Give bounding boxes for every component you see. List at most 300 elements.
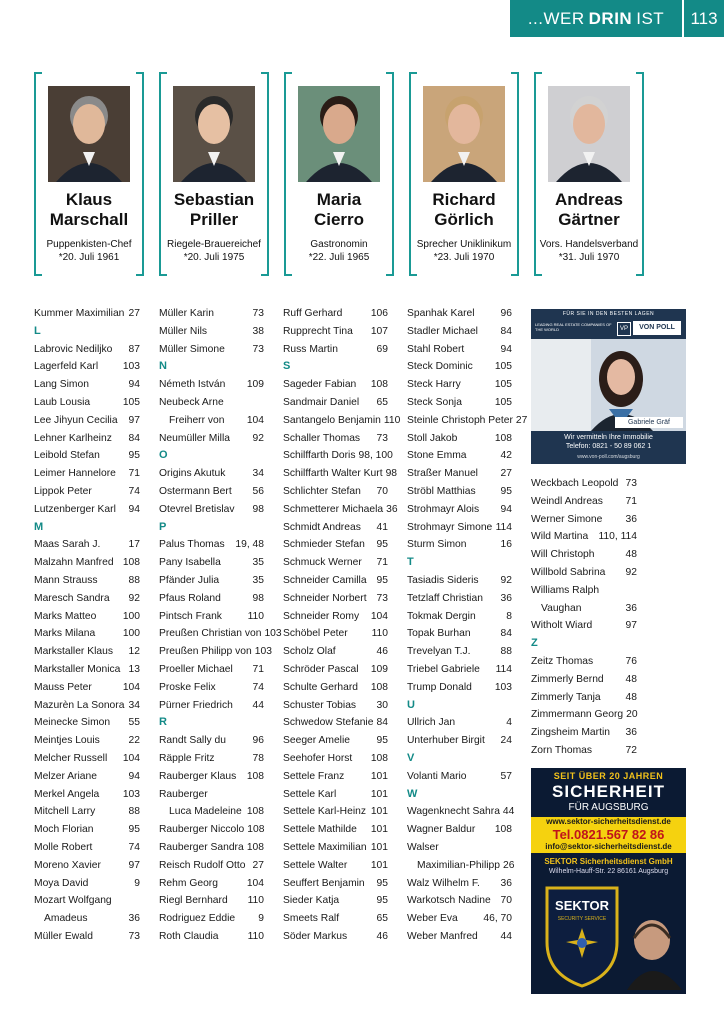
index-entry xyxy=(407,590,512,608)
entry-page xyxy=(261,394,264,412)
index-entry xyxy=(159,661,264,679)
index-entry xyxy=(159,483,264,501)
entry-name: Walz Wilhelm F. xyxy=(407,877,480,889)
sektor-company: SEKTOR Sicherheitsdienst GmbH xyxy=(544,857,673,866)
entry-page: 36 xyxy=(625,602,637,614)
index-entry xyxy=(407,857,515,875)
entry-name: Schaller Thomas xyxy=(283,432,361,444)
person-first-name: Klaus xyxy=(65,190,113,209)
entry-name: Weckbach Leopold xyxy=(531,478,619,489)
index-entry xyxy=(159,376,264,394)
entry-name: Weber Eva xyxy=(407,913,458,925)
index-letter: T xyxy=(407,556,414,569)
entry-name: Roth Claudia xyxy=(159,930,219,942)
sektor-tel: Tel.0821.567 82 86 xyxy=(552,827,665,842)
entry-page: 38 xyxy=(252,325,264,337)
entry-page xyxy=(509,839,512,857)
index-entry xyxy=(407,536,512,554)
index-entry xyxy=(283,750,388,768)
entry-name: Pfaus Roland xyxy=(159,592,221,604)
index-entry xyxy=(159,697,264,715)
entry-page: 108 xyxy=(370,379,388,391)
entry-name: Settele Maximilian xyxy=(283,841,367,853)
sektor-web: www.sektor-sicherheitsdienst.de xyxy=(546,817,671,826)
entry-name: Stahl Robert xyxy=(407,343,465,355)
entry-name: Preußen Philipp von xyxy=(159,646,252,658)
index-entry xyxy=(159,430,264,448)
entry-name: Schilffarth Walter Kurt xyxy=(283,468,383,480)
index-entry xyxy=(407,358,512,376)
index-entry xyxy=(531,742,637,760)
entry-name: Seehofer Horst xyxy=(283,752,353,764)
badge-sub-text: SECURITY SERVICE xyxy=(557,916,607,922)
entry-page: 4 xyxy=(506,717,512,729)
entry-name: Schulte Gerhard xyxy=(283,681,358,693)
entry-name: Wild Martina xyxy=(531,531,589,543)
entry-name: Rodriguez Eddie xyxy=(159,913,236,925)
person-birthdate: *22. Juli 1965 xyxy=(308,252,370,263)
entry-page: 84 xyxy=(128,432,140,444)
person-last-name: Gärtner xyxy=(558,210,620,229)
entry-name: Ostermann Bert xyxy=(159,485,232,497)
entry-page: 105 xyxy=(494,379,512,391)
entry-page: 71 xyxy=(376,557,388,569)
index-letter: N xyxy=(159,360,167,373)
entry-name: Volanti Mario xyxy=(407,770,467,782)
person-card xyxy=(409,72,519,274)
entry-page: 103 xyxy=(254,646,272,658)
person-card xyxy=(534,72,644,274)
index-entry xyxy=(283,803,388,821)
portrait-photo xyxy=(423,86,505,182)
entry-name: Rauberger Klaus xyxy=(159,770,237,782)
index-entry xyxy=(283,857,388,875)
index-entry xyxy=(283,341,388,359)
entry-page: 94 xyxy=(128,770,140,782)
entry-name: Zimmerly Bernd xyxy=(531,673,604,685)
entry-page: 114 xyxy=(495,663,512,675)
entry-page: 103 xyxy=(264,628,282,640)
entry-name: Moch Florian xyxy=(34,824,94,836)
entry-page: 84 xyxy=(500,325,512,337)
entry-name: Reisch Rudolf Otto xyxy=(159,859,246,871)
sektor-email: info@sektor-sicherheitsdienst.de xyxy=(545,842,672,851)
entry-page: 110 xyxy=(247,930,264,942)
entry-name: Trevelyan T.J. xyxy=(407,646,471,658)
person-first-name: Sebastian xyxy=(173,190,255,209)
entry-page: 101 xyxy=(370,788,388,800)
entry-page: 19, 48 xyxy=(235,539,264,551)
index-entry xyxy=(34,447,140,465)
index-entry xyxy=(159,839,264,857)
index-entry xyxy=(283,910,388,928)
index-column xyxy=(283,305,401,946)
index-entry xyxy=(159,732,264,750)
entry-page: 108 xyxy=(246,770,264,782)
entry-name: Strohmayr Alois xyxy=(407,503,480,515)
sektor-top: SEIT ÜBER 20 JAHREN xyxy=(553,771,664,781)
entry-name: Marks Matteo xyxy=(34,610,97,622)
entry-name: Rauberger Niccolo xyxy=(159,824,245,836)
entry-page: 56 xyxy=(252,485,264,497)
index-entry xyxy=(407,323,512,341)
index-entry xyxy=(159,803,264,821)
entry-name: Amadeus xyxy=(44,913,88,925)
entry-name: Settele Mathilde xyxy=(283,824,357,836)
index-letter: U xyxy=(407,698,415,711)
entry-page: 35 xyxy=(252,574,264,586)
entry-page: 104 xyxy=(122,752,140,764)
entry-name: Leibold Stefan xyxy=(34,450,100,462)
entry-name: Walser xyxy=(407,841,439,853)
entry-page: 8 xyxy=(506,610,512,622)
entry-name: Lehner Karlheinz xyxy=(34,432,112,444)
entry-name: Lagerfeld Karl xyxy=(34,361,99,373)
entry-name: Maresch Sandra xyxy=(34,592,110,604)
index-entry xyxy=(531,528,637,546)
entry-page: 71 xyxy=(252,663,264,675)
person-name xyxy=(34,190,144,230)
index-entry xyxy=(407,519,512,537)
entry-page: 9 xyxy=(258,913,264,925)
index-entry xyxy=(159,750,264,768)
entry-name: Pürner Friedrich xyxy=(159,699,233,711)
entry-name: Schmieder Stefan xyxy=(283,539,365,551)
index-entry xyxy=(407,821,512,839)
entry-name: Russ Martin xyxy=(283,343,338,355)
index-entry xyxy=(407,572,512,590)
index-entry xyxy=(283,821,388,839)
index-entry xyxy=(159,501,264,519)
entry-name: Wagenknecht Sahra xyxy=(407,806,500,818)
entry-name: Meinecke Simon xyxy=(34,717,111,729)
ad-strip: FÜR SIE IN DEN BESTEN LAGEN xyxy=(562,311,655,317)
entry-page: 73 xyxy=(128,930,140,942)
entry-name: Müller Simone xyxy=(159,343,225,355)
entry-name: Stone Emma xyxy=(407,450,467,462)
lre-logo: LEADING REAL ESTATE COMPANIES OF THE WORLD xyxy=(535,322,612,332)
entry-name: Pfänder Julia xyxy=(159,574,220,586)
entry-page: 84 xyxy=(376,717,388,729)
index-entry xyxy=(531,493,637,511)
entry-name: Markstaller Monica xyxy=(34,663,121,675)
index-entry xyxy=(407,305,512,323)
entry-page: 34 xyxy=(128,699,140,711)
entry-name: Werner Simone xyxy=(531,513,603,525)
entry-page: 108 xyxy=(247,824,265,836)
index-entry xyxy=(283,412,401,430)
entry-page: 46 xyxy=(376,646,388,658)
index-letter: P xyxy=(159,520,167,533)
entry-page: 84 xyxy=(500,628,512,640)
entry-name: Pany Isabella xyxy=(159,557,221,569)
entry-page: 95 xyxy=(128,450,140,462)
person-name xyxy=(409,190,519,230)
entry-name: Lutzenberger Karl xyxy=(34,503,116,515)
entry-page: 108 xyxy=(370,681,388,693)
entry-page: 74 xyxy=(128,485,140,497)
entry-page: 70 xyxy=(500,895,512,907)
entry-name: Meintjes Louis xyxy=(34,735,100,747)
index-entry xyxy=(34,928,140,946)
entry-page: 36 xyxy=(386,503,398,515)
index-letter: O xyxy=(159,449,168,462)
index-entry xyxy=(283,928,388,946)
entry-name: Mitchell Larry xyxy=(34,806,96,818)
entry-page: 105 xyxy=(122,396,140,408)
entry-page: 95 xyxy=(128,824,140,836)
index-letter: W xyxy=(407,787,418,800)
index-column xyxy=(531,475,637,760)
person-card xyxy=(159,72,269,274)
person-name xyxy=(534,190,644,230)
entry-name: Schilffarth Doris xyxy=(283,450,356,462)
person-last-name: Cierro xyxy=(313,210,365,229)
entry-name: Moya David xyxy=(34,877,89,889)
index-entry xyxy=(283,625,388,643)
index-entry xyxy=(407,892,512,910)
entry-page: 98 xyxy=(252,592,264,604)
person-first-name: Richard xyxy=(432,190,496,209)
entry-page: 110 xyxy=(371,628,388,640)
person-birthdate: *31. Juli 1970 xyxy=(558,252,620,263)
entry-name: Steck Dominic xyxy=(407,361,473,373)
index-entry xyxy=(283,483,388,501)
index-entry xyxy=(34,697,140,715)
index-entry xyxy=(34,839,140,857)
index-letter: Z xyxy=(531,637,538,650)
vonpoll-logo: VON POLL xyxy=(633,321,681,335)
entry-name: Neumüller Milla xyxy=(159,432,230,444)
index-entry xyxy=(531,706,637,724)
entry-name: Räpple Fritz xyxy=(159,752,215,764)
index-entry xyxy=(283,608,388,626)
index-entry xyxy=(159,536,264,554)
entry-page: 95 xyxy=(376,895,388,907)
index-letter: R xyxy=(159,716,167,729)
entry-name: Stoll Jakob xyxy=(407,432,458,444)
index-letter: V xyxy=(407,751,415,764)
entry-name: Lippok Peter xyxy=(34,485,92,497)
entry-page: 73 xyxy=(376,592,388,604)
entry-name: Palus Thomas xyxy=(159,539,225,551)
index-entry xyxy=(283,519,388,537)
entry-page: 97 xyxy=(625,620,637,632)
entry-name: Kummer Maximilian xyxy=(34,308,125,319)
entry-name: Schlichter Stefan xyxy=(283,485,361,497)
ad-line-3: www.von-poll.com/augsburg xyxy=(577,454,640,460)
index-entry xyxy=(159,786,264,804)
entry-page: 26 xyxy=(502,859,515,871)
index-column xyxy=(34,305,140,946)
sektor-address: Wilhelm-Hauff-Str. 22 86161 Augsburg xyxy=(548,868,669,875)
entry-page: 114 xyxy=(495,521,512,533)
entry-page: 95 xyxy=(376,574,388,586)
index-entry xyxy=(34,608,140,626)
entry-name: Malzahn Manfred xyxy=(34,557,114,569)
entry-page: 20 xyxy=(626,709,638,721)
entry-name: Vaughan xyxy=(541,602,582,614)
header-bold: DRIN xyxy=(588,8,633,28)
entry-page: 44 xyxy=(502,806,515,818)
index-entry xyxy=(407,394,512,412)
entry-page: 105 xyxy=(494,396,512,408)
index-entry xyxy=(159,857,264,875)
entry-name: Stadler Michael xyxy=(407,325,478,337)
entry-name: Trump Donald xyxy=(407,681,472,693)
entry-page: 94 xyxy=(500,343,512,355)
entry-page: 95 xyxy=(376,877,388,889)
index-entry xyxy=(531,724,637,742)
entry-page: 36 xyxy=(625,513,637,525)
entry-page: 103 xyxy=(122,788,140,800)
entry-page: 65 xyxy=(376,396,388,408)
index-entry xyxy=(34,625,140,643)
index-column xyxy=(407,305,528,946)
entry-page: 55 xyxy=(128,717,140,729)
index-entry xyxy=(283,892,388,910)
entry-page: 27 xyxy=(500,468,512,480)
person-last-name: Marschall xyxy=(49,210,129,229)
index-entry xyxy=(407,341,512,359)
entry-name: Preußen Christian von xyxy=(159,628,262,640)
entry-page: 44 xyxy=(500,930,512,942)
entry-page: 73 xyxy=(376,432,388,444)
entry-page: 73 xyxy=(252,343,264,355)
entry-name: Mann Strauss xyxy=(34,574,98,586)
person-birthdate: *23. Juli 1970 xyxy=(433,252,495,263)
index-entry xyxy=(34,857,140,875)
index-entry xyxy=(283,554,388,572)
index-entry xyxy=(407,679,512,697)
entry-page: 92 xyxy=(128,592,140,604)
page-number: 113 xyxy=(684,0,724,37)
index-entry xyxy=(34,376,140,394)
entry-name: Schmetterer Michaela xyxy=(283,503,384,515)
entry-page: 65 xyxy=(376,913,388,925)
entry-name: Williams Ralph xyxy=(531,584,600,596)
entry-name: Müller Nils xyxy=(159,325,208,337)
person-card xyxy=(284,72,394,274)
entry-name: Merkel Angela xyxy=(34,788,100,800)
entry-name: Zimmerly Tanja xyxy=(531,691,601,703)
entry-page: 42 xyxy=(500,450,512,462)
index-entry xyxy=(283,786,388,804)
entry-name: Schwedow Stefanie xyxy=(283,717,374,729)
entry-page: 101 xyxy=(370,859,388,871)
entry-page: 94 xyxy=(128,503,140,515)
index-entry xyxy=(283,305,388,323)
index-entry xyxy=(34,590,140,608)
entry-name: Melzer Ariane xyxy=(34,770,97,782)
sektor-title: SICHERHEIT xyxy=(552,782,665,801)
entry-page: 34 xyxy=(252,468,264,480)
index-entry xyxy=(283,732,388,750)
entry-page: 104 xyxy=(246,877,264,889)
entry-name: Labrovic Nediljko xyxy=(34,343,113,355)
entry-name: Weber Manfred xyxy=(407,930,478,942)
index-entry xyxy=(407,803,515,821)
index-entry xyxy=(159,554,264,572)
entry-name: Settele Karl-Heinz xyxy=(283,806,366,818)
person-first-name: Andreas xyxy=(554,190,624,209)
entry-page: 105 xyxy=(494,361,512,373)
portrait-photo xyxy=(548,86,630,182)
entry-name: Scholz Olaf xyxy=(283,646,336,658)
entry-page: 96 xyxy=(500,308,512,319)
index-entry xyxy=(34,768,140,786)
entry-name: Spanhak Karel xyxy=(407,308,475,319)
index-entry xyxy=(531,600,637,618)
entry-name: Sieder Katja xyxy=(283,895,340,907)
index-entry xyxy=(407,875,512,893)
entry-page: 92 xyxy=(500,574,512,586)
index-entry xyxy=(34,554,140,572)
index-entry xyxy=(531,689,637,707)
entry-page: 98, 100 xyxy=(358,450,393,462)
entry-page: 12 xyxy=(128,646,140,658)
index-entry xyxy=(159,679,264,697)
sektor-ad xyxy=(531,768,686,994)
entry-page: 22 xyxy=(128,735,140,747)
entry-name: Zorn Thomas xyxy=(531,744,593,756)
index-column xyxy=(159,305,282,946)
entry-name: Lang Simon xyxy=(34,379,89,391)
entry-name: Triebel Gabriele xyxy=(407,663,480,675)
entry-name: Ullrich Jan xyxy=(407,717,456,729)
index-entry xyxy=(159,341,264,359)
entry-page: 103 xyxy=(494,681,512,693)
entry-page: 110 xyxy=(247,895,264,907)
index-entry xyxy=(407,412,528,430)
entry-name: Rupprecht Tina xyxy=(283,325,353,337)
person-first-name: Maria xyxy=(316,190,362,209)
entry-name: Marks Milana xyxy=(34,628,96,640)
entry-page: 100 xyxy=(122,628,140,640)
entry-page: 76 xyxy=(625,655,637,667)
entry-name: Rehm Georg xyxy=(159,877,218,889)
entry-name: Riegl Bernhard xyxy=(159,895,228,907)
entry-page: 97 xyxy=(128,414,140,426)
index-entry xyxy=(407,928,512,946)
index-entry xyxy=(34,892,140,910)
entry-page: 13 xyxy=(128,663,140,675)
index-letter: M xyxy=(34,520,44,533)
entry-page: 27 xyxy=(252,859,264,871)
entry-page: 73 xyxy=(252,308,264,319)
entry-name: Németh István xyxy=(159,379,226,391)
index-entry xyxy=(407,661,512,679)
index-entry xyxy=(34,341,140,359)
index-entry xyxy=(159,821,264,839)
entry-page: 88 xyxy=(500,646,512,658)
entry-page: 57 xyxy=(500,770,512,782)
entry-name: Seuffert Benjamin xyxy=(283,877,365,889)
index-entry xyxy=(407,732,512,750)
index-entry xyxy=(531,564,637,582)
entry-name: Witholt Wiard xyxy=(531,620,593,632)
entry-page: 92 xyxy=(625,566,637,578)
entry-page: 24 xyxy=(500,735,512,747)
entry-page: 104 xyxy=(122,681,140,693)
person-last-name: Görlich xyxy=(434,210,494,229)
index-entry xyxy=(283,572,388,590)
person-birthdate: *20. Juli 1975 xyxy=(183,252,245,263)
entry-page: 109 xyxy=(246,379,264,391)
index-entry xyxy=(159,892,264,910)
entry-page: 108 xyxy=(370,752,388,764)
person-birthdate: *20. Juli 1961 xyxy=(58,252,120,263)
